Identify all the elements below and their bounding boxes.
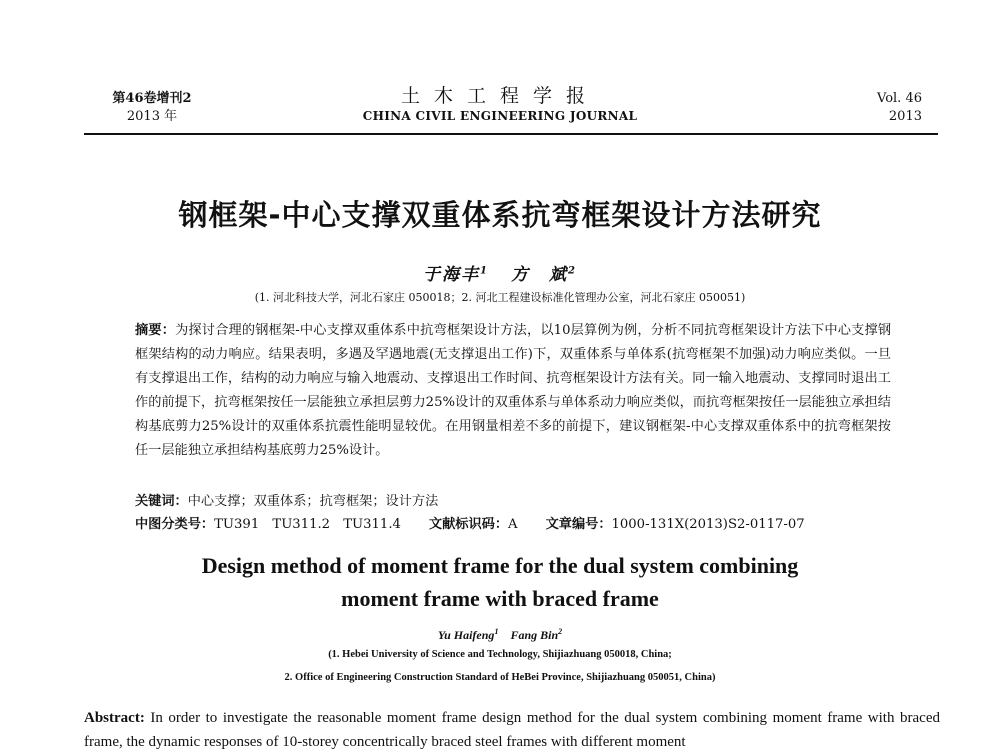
affiliation-cn: (1. 河北科技大学，河北石家庄 050018；2. 河北工程建设标准化管理办公室，河北石家庄 050051) bbox=[254, 291, 746, 304]
title-en-line1: Design method of moment frame for the dual system combining bbox=[201, 553, 799, 578]
classification-line bbox=[135, 514, 891, 536]
abstract-cn-label: 摘要： bbox=[135, 323, 176, 338]
doc-code-value: A bbox=[508, 517, 518, 532]
header-rule bbox=[84, 133, 938, 135]
authors-cn bbox=[0, 260, 1000, 285]
author-affil-mark-en: 1 bbox=[494, 627, 499, 636]
article-number-value: 1000-131X(2013)S2-0117-07 bbox=[611, 517, 805, 532]
journal-name bbox=[330, 84, 670, 124]
journal-name-cn: 土木工程学报 bbox=[400, 85, 599, 107]
doc-code-label: 文献标识码： bbox=[428, 517, 509, 532]
paper-title-en bbox=[0, 549, 1000, 615]
header-volume-en bbox=[862, 90, 922, 126]
author-affil-mark: 1 bbox=[480, 265, 489, 277]
keywords-cn-label: 关键词： bbox=[135, 494, 188, 509]
author-name: 方 斌 bbox=[511, 265, 568, 285]
abstract-cn-text: 为探讨合理的钢框架-中心支撑双重体系中抗弯框架设计方法，以10层算例为例，分析不同抗弯框架设计方法下中心支撑钢框架结构的动力响应。结果表明，多遇及罕遇地震(无支撑退出工作)下，双重体系与单体系(抗弯框架不加强)动力响应类似。一旦有支撑退出工作，结构的动力响应与输入地震动、支撑退出工作时间、抗弯框架设计方法有关。同一输入地震动、支撑同时退出工作的前提下，抗弯框架按任一层能独立承担层剪力25%设计的双重体系与单体系动力响应类似，而抗弯框架按任一层能独立承担结构基底剪力25%设计的双重体系抗震性能明显较优。在用钢量相差不多的前提下，建议钢框架-中心支撑双重体系中的抗弯框架按任一层能独立承担结构基底剪力25%设计。 bbox=[135, 323, 892, 458]
abstract-en bbox=[84, 706, 940, 754]
author-name: 于海丰 bbox=[423, 265, 481, 285]
author-name-en: Yu Haifeng bbox=[437, 628, 495, 642]
header-volume-info bbox=[92, 90, 212, 126]
authors-en bbox=[0, 627, 1000, 643]
volume-label: 第46卷增刊2 bbox=[112, 91, 192, 106]
author-name-en: Fang Bin bbox=[510, 628, 559, 642]
keywords-cn-text: 中心支撑；双重体系；抗弯框架；设计方法 bbox=[187, 494, 439, 509]
article-number-label: 文章编号： bbox=[545, 517, 612, 532]
year-label: 2013 年 bbox=[126, 109, 178, 124]
title-en-line2: moment frame with braced frame bbox=[341, 586, 659, 611]
paper-title-cn: 钢框架-中心支撑双重体系抗弯框架设计方法研究 bbox=[178, 198, 822, 232]
affiliation-en-1: (1. Hebei University of Science and Technology, Shijiazhuang 050018, China; bbox=[328, 649, 672, 660]
keywords-cn bbox=[135, 491, 891, 513]
author-affil-mark-en: 2 bbox=[558, 627, 563, 636]
journal-name-en: CHINA CIVIL ENGINEERING JOURNAL bbox=[362, 109, 638, 123]
volume-en: Vol. 46 bbox=[877, 91, 922, 106]
clc-label: 中图分类号： bbox=[135, 517, 215, 532]
clc-value: TU391 TU311.2 TU311.4 bbox=[214, 517, 401, 532]
abstract-cn bbox=[135, 319, 891, 463]
abstract-en-label: Abstract: bbox=[84, 710, 145, 726]
abstract-en-text: In order to investigate the reasonable moment frame design method for the dual system combining moment frame with braced frame, the dynamic responses of 10-storey concentrically braced steel frames with different moment bbox=[84, 710, 940, 750]
year-en: 2013 bbox=[888, 109, 922, 124]
author-affil-mark: 2 bbox=[568, 265, 577, 277]
affiliation-en-2: 2. Office of Engineering Construction Standard of HeBei Province, Shijiazhuang 050051, China) bbox=[284, 672, 716, 683]
